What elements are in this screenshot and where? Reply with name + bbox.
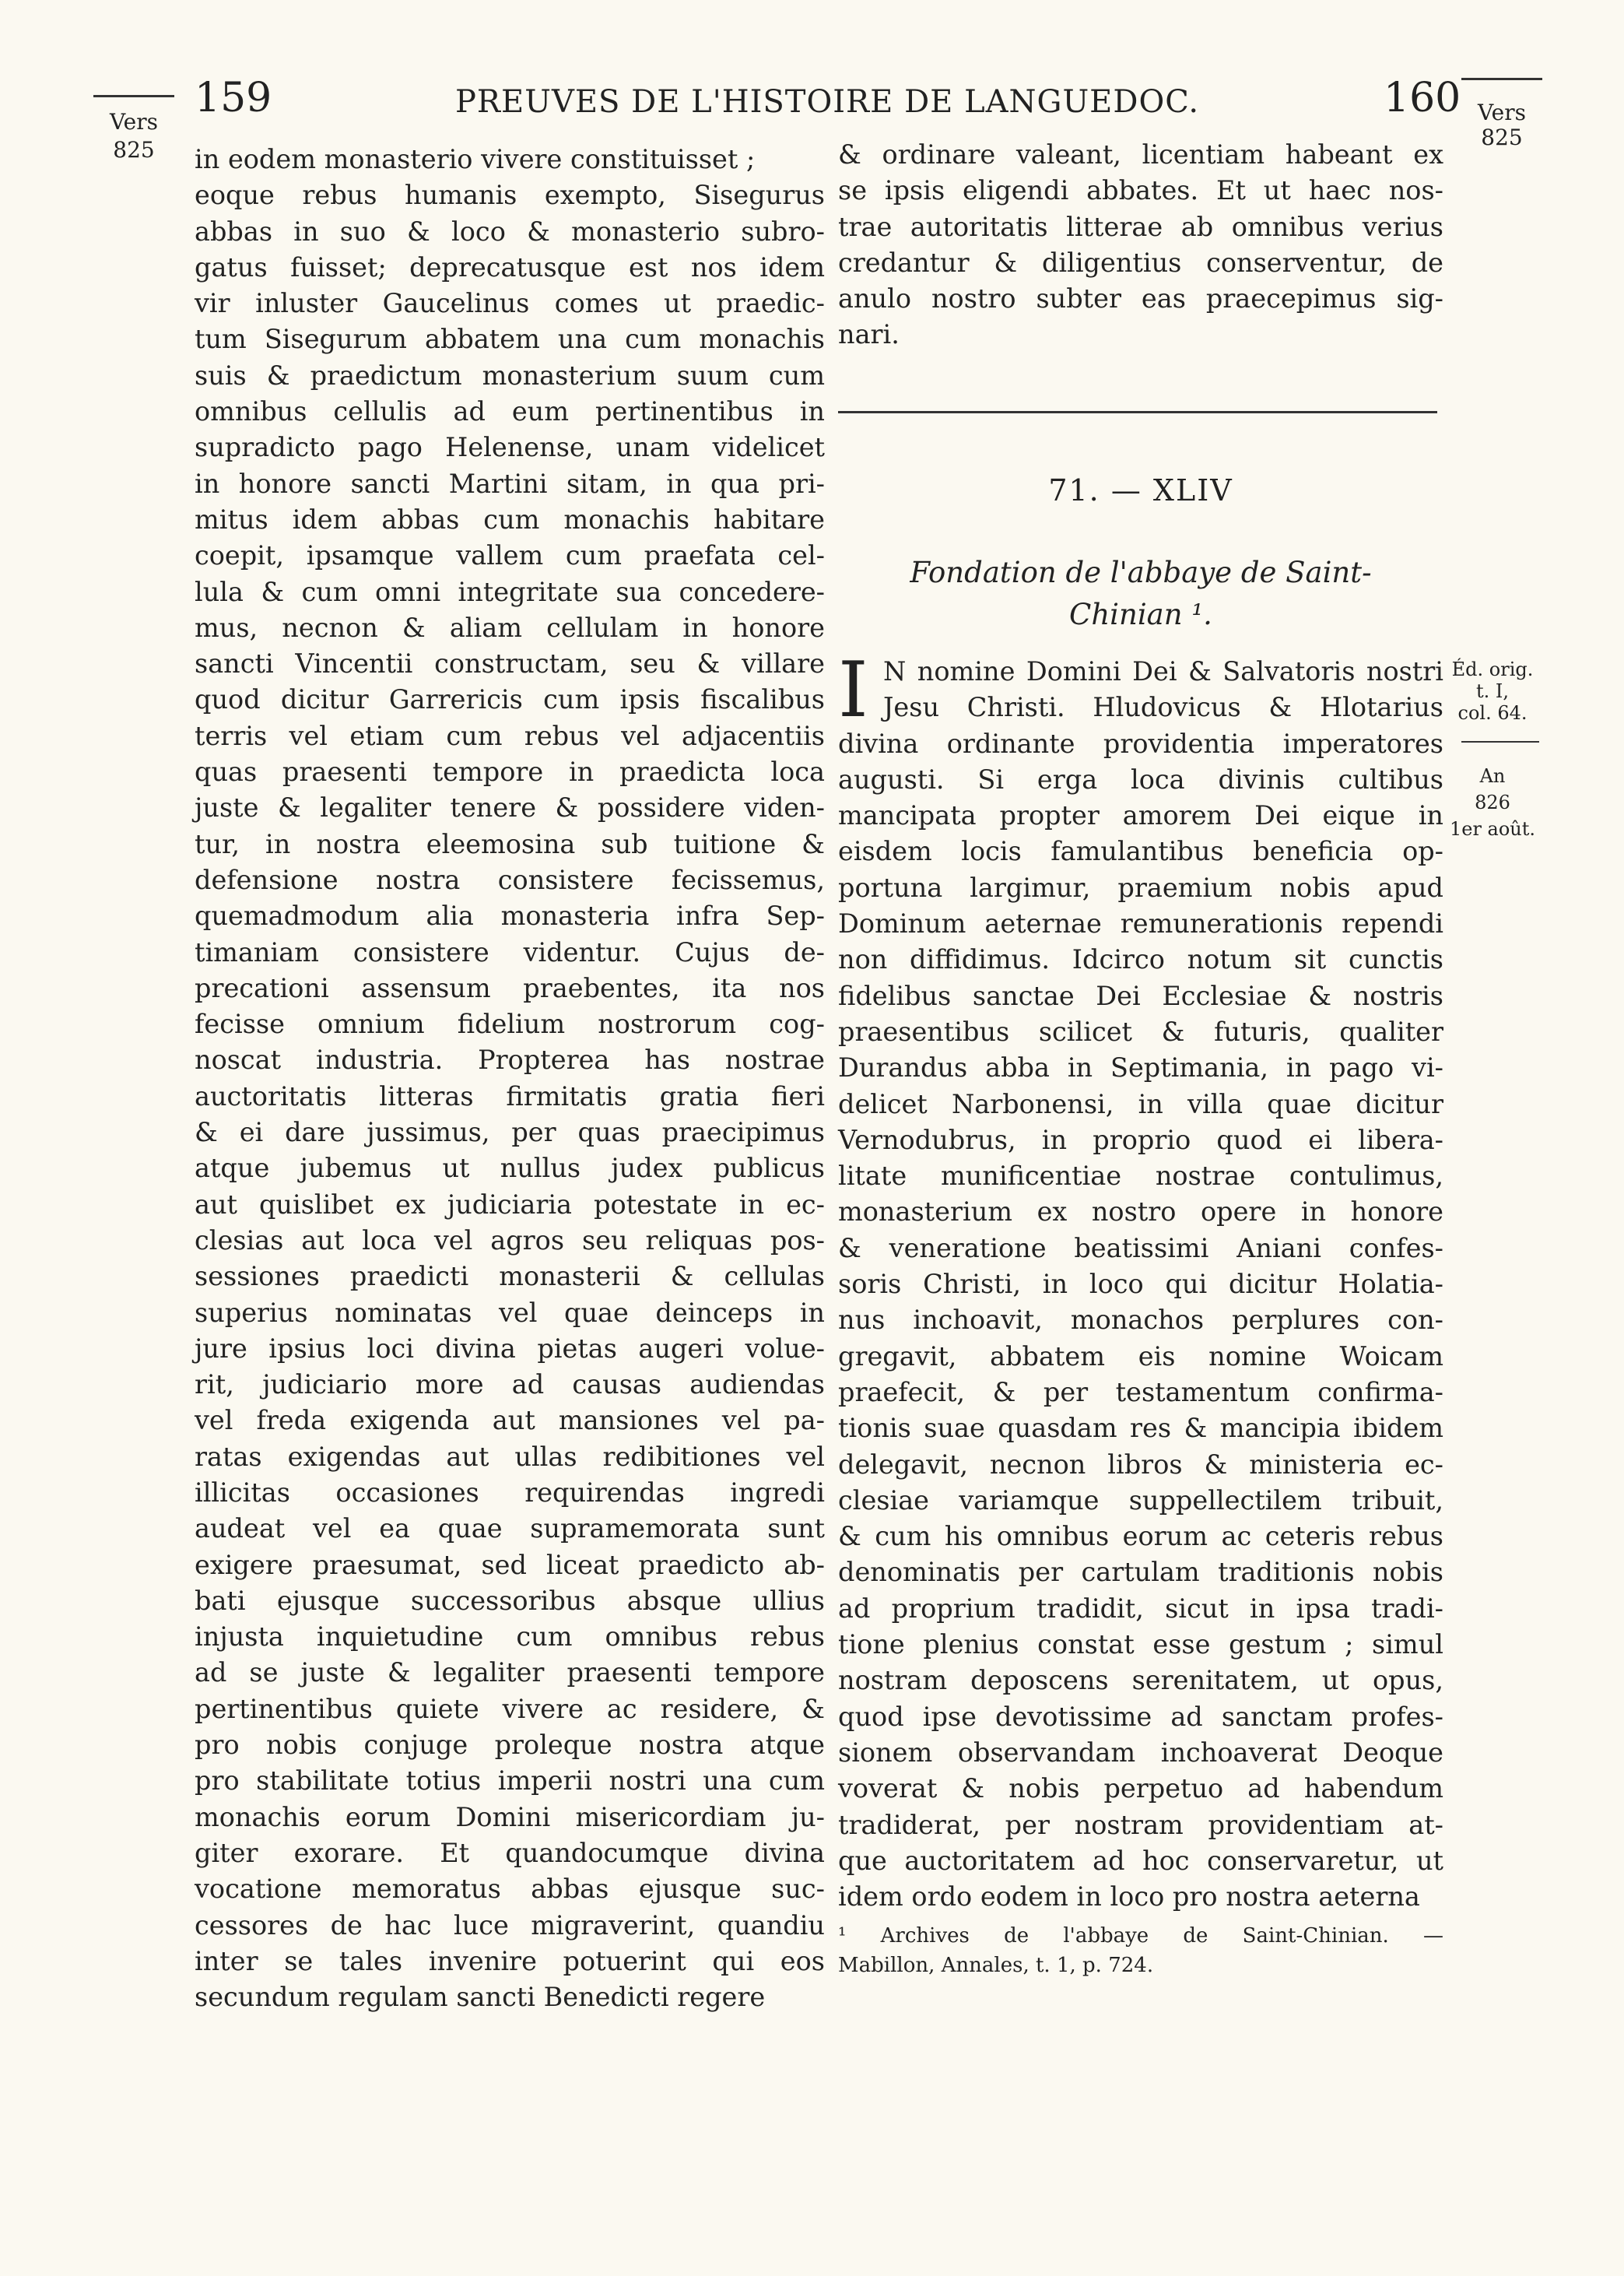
margin-note-line: An [1479,765,1506,787]
text-line: pro stabilitate totius imperii nostri una cum [195,1765,825,1797]
text-line: giter exorare. Et quandocumque divina [195,1837,825,1868]
right-margin-label: Vers [1478,100,1526,125]
text-line: gregavit, abbatem eis nomine Woicam [838,1340,1443,1372]
text-line: fecisse omnium fidelium nostrorum cog- [195,1009,825,1040]
text-line: tione plenius constat esse gestum ; simul [838,1629,1443,1660]
text-line: divina ordinante providentia imperatores [838,728,1443,759]
text-line: ad se juste & legaliter praesenti tempore [195,1657,825,1688]
text-line: secundum regulam sancti Benedicti regere [195,1982,766,2013]
page-number-right: 160 [1384,75,1461,121]
text-line: mus, necnon & aliam cellulam in honore [195,612,825,643]
text-line: aut quislibet ex judiciaria potestate in ec- [195,1189,825,1220]
text-line: exigere praesumat, sed liceat praedicto ab- [195,1549,825,1580]
text-line: monachis eorum Domini misericordiam ju- [195,1801,825,1832]
text-line: defensione nostra consistere fecissemus, [195,864,825,895]
text-line: praefecit, & per testamentum confirma- [838,1376,1443,1407]
text-line: supradicto pago Helenense, unam videlicet [195,432,825,463]
text-line: & veneratione beatissimi Aniani confes- [838,1232,1443,1263]
text-line: quemadmodum alia monasteria infra Sep- [195,901,825,932]
text-line: inter se tales invenire potuerint qui eos [195,1945,825,1976]
margin-note-line: 826 [1475,792,1510,813]
text-line: & ordinare valeant, licentiam habeant ex [838,139,1443,170]
text-line: timaniam consistere videntur. Cujus de- [195,936,825,968]
text-line: audeat vel ea quae supramemorata sunt [195,1513,825,1544]
text-line: Durandus abba in Septimania, in pago vi- [838,1052,1443,1084]
footnote-line: ¹ Archives de l'abbaye de Saint-Chinian. — [838,1924,1443,1948]
text-line: lula & cum omni integritate sua concedere- [195,576,825,607]
text-line: & ei dare jussimus, per quas praecipimus [195,1117,825,1148]
text-line: tum Sisegurum abbatem una cum monachis [195,324,825,355]
left-margin-rule [93,95,174,97]
page-number-left: 159 [195,75,272,121]
text-line: N nomine Domini Dei & Salvatoris nostri [883,656,1443,687]
text-line: juste & legaliter tenere & possidere viden- [195,792,825,824]
text-line: eisdem locis famulantibus beneficia op- [838,836,1443,867]
text-line: fidelibus sanctae Dei Ecclesiae & nostris [838,980,1443,1011]
margin-note-line: Éd. orig. [1451,659,1534,680]
left-margin-label: Vers [110,109,158,135]
text-line: credantur & diligentius conserventur, de [838,247,1443,278]
text-line: quas praesenti tempore in praedicta loca [195,757,825,788]
text-line: idem ordo eodem in loco pro nostra aeterna [838,1881,1420,1912]
text-line: jure ipsius loci divina pietas augeri volue- [195,1333,825,1364]
text-line: vel freda exigenda aut mansiones vel pa- [195,1405,825,1436]
document-number: 71. — XLIV [1048,473,1233,508]
text-line: eoque rebus humanis exempto, Sisegurus [195,180,825,211]
text-line: injusta inquietudine cum omnibus rebus [195,1621,825,1653]
text-line: delicet Narbonensi, in villa quae dicitur [838,1088,1443,1119]
text-line: se ipsis eligendi abbates. Et ut haec nos- [838,175,1443,206]
text-line: ad proprium tradidit, sicut in ipsa tradi- [838,1593,1443,1624]
text-line: mitus idem abbas cum monachis habitare [195,504,825,535]
text-line: Jesu Christi. Hludovicus & Hlotarius [883,692,1443,723]
right-margin-rule [1461,78,1542,80]
text-line: clesias aut loca vel agros seu reliquas pos- [195,1224,825,1256]
text-line: delegavit, necnon libros & ministeria ec- [838,1449,1443,1480]
document-title-line2: Chinian ¹. [1069,598,1212,631]
text-line: nus inchoavit, monachos perplures con- [838,1305,1443,1336]
footnote-line: Mabillon, Annales, t. 1, p. 724. [838,1954,1154,1977]
text-line: praesentibus scilicet & futuris, qualiter [838,1016,1443,1047]
text-line: in honore sancti Martini sitam, in qua pri- [195,468,825,499]
text-line: nari. [838,319,900,350]
left-column [195,142,825,2015]
text-line: auctoritatis litteras firmitatis gratia fieri [195,1080,825,1112]
text-line: precationi assensum praebentes, ita nos [195,972,825,1003]
text-line: superius nominatas vel quae deinceps in [195,1297,825,1328]
text-line: tradiderat, per nostram providentiam at- [838,1809,1443,1840]
margin-note-year [1446,763,1539,842]
margin-note-line: t. I, [1475,680,1509,702]
text-line: sancti Vincentii constructam, seu & villare [195,648,825,680]
text-line: pro nobis conjuge proleque nostra atque [195,1730,825,1761]
text-line: non diffidimus. Idcirco notum sit cunctis [838,944,1443,975]
text-line: tionis suae quasdam res & mancipia ibidem [838,1413,1443,1444]
text-line: illicitas occasiones requirendas ingredi [195,1477,825,1508]
text-line: voverat & nobis perpetuo ad habendum [838,1773,1443,1804]
text-line: sionem observandam inchoaverat Deoque [838,1737,1443,1768]
text-line: bati ejusque successoribus absque ullius [195,1585,825,1616]
text-line: suis & praedictum monasterium suum cum [195,360,825,391]
section-divider [838,411,1437,413]
text-line: que auctoritatem ad hoc conservaretur, ut [838,1845,1443,1876]
right-column-body [838,646,1443,1915]
document-title-line1: Fondation de l'abbaye de Saint- [910,556,1372,589]
right-margin-year: 825 [1481,125,1523,150]
text-line: pertinentibus quiete vivere ac residere, & [195,1693,825,1724]
text-line: Dominum aeternae remunerationis rependi [838,908,1443,940]
text-line: monasterium ex nostro opere in honore [838,1196,1443,1228]
text-line: denominatis per cartulam traditionis nobis [838,1557,1443,1588]
text-line: ratas exigendas aut ullas redibitiones vel [195,1441,825,1472]
text-line: litate munificentiae nostrae contulimus, [838,1161,1443,1192]
text-line: clesiae variamque suppellectilem tribuit, [838,1484,1443,1516]
text-line: cessores de hac luce migraverint, quandiu [195,1909,825,1941]
right-column-top [838,137,1443,353]
text-line: Vernodubrus, in proprio quod ei libera- [838,1124,1443,1155]
left-margin-year: 825 [113,137,155,163]
text-line: abbas in suo & loco & monasterio subro- [195,216,825,247]
text-line: atque jubemus ut nullus judex publicus [195,1153,825,1184]
margin-note-rule [1461,741,1539,743]
text-line: quod ipse devotissime ad sanctam profes- [838,1701,1443,1732]
running-title: PREUVES DE L'HISTOIRE DE LANGUEDOC. [455,84,1200,120]
drop-cap-initial: I [838,646,868,735]
text-line: sessiones praedicti monasterii & cellulas [195,1261,825,1292]
text-line: gatus fuisset; deprecatusque est nos idem [195,251,825,283]
text-line: vir inluster Gaucelinus comes ut praedic- [195,288,825,319]
text-line: quod dicitur Garrericis cum ipsis fiscalibus [195,684,825,715]
text-line: tur, in nostra eleemosina sub tuitione & [195,828,825,859]
text-line: vocatione memoratus abbas ejusque suc- [195,1874,825,1905]
text-line: & cum his omnibus eorum ac ceteris rebus [838,1521,1443,1552]
text-line: trae autoritatis litterae ab omnibus verius [838,211,1443,242]
footnote [838,1921,1443,1980]
margin-note-line: 1er août. [1449,818,1536,840]
text-line: terris vel etiam cum rebus vel adjacentiis [195,720,825,751]
text-line: augusti. Si erga loca divinis cultibus [838,764,1443,795]
text-line: mancipata propter amorem Dei eique in [838,800,1443,831]
text-line: noscat industria. Propterea has nostrae [195,1045,825,1076]
text-line: rit, judiciario more ad causas audiendas [195,1369,825,1400]
text-line: anulo nostro subter eas praecepimus sig- [838,283,1443,314]
text-line: portuna largimur, praemium nobis apud [838,872,1443,903]
text-line: in eodem monasterio vivere constituisset ; [195,144,756,174]
margin-note-line: col. 64. [1457,702,1528,724]
text-line: omnibus cellulis ad eum pertinentibus in [195,396,825,427]
text-line: coepit, ipsamque vallem cum praefata cel- [195,540,825,571]
text-line: soris Christi, in loco qui dicitur Holatia- [838,1269,1443,1300]
text-line: nostram deposcens serenitatem, ut opus, [838,1665,1443,1696]
margin-note-edition [1446,659,1539,724]
